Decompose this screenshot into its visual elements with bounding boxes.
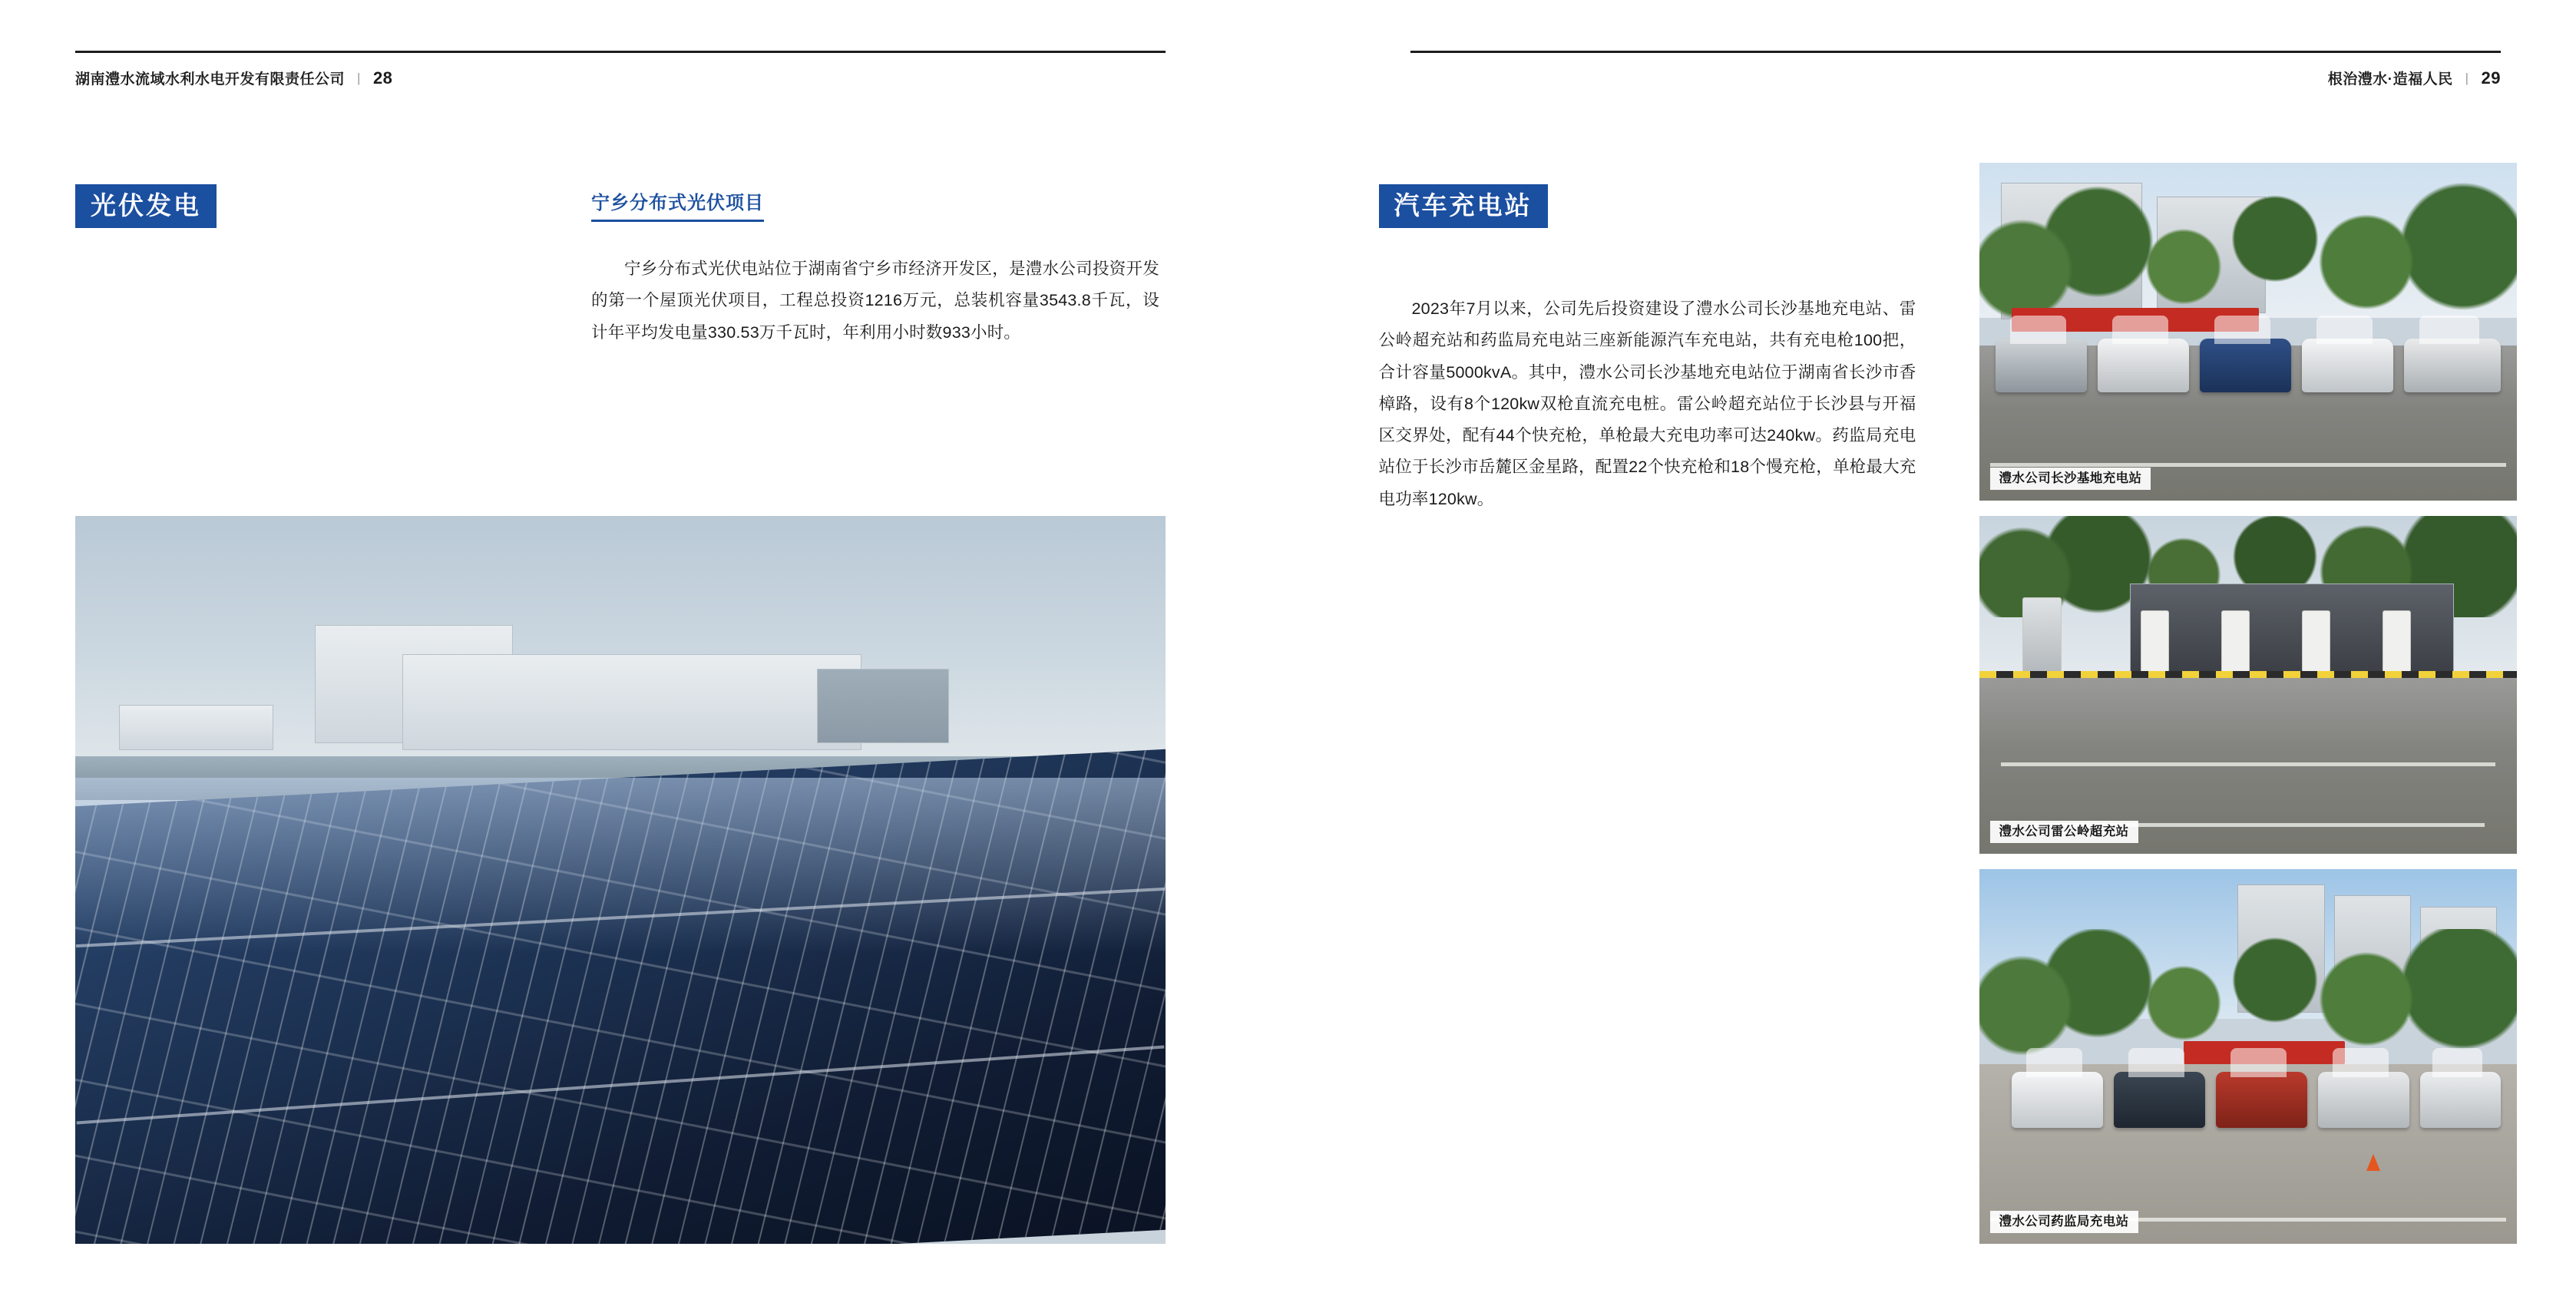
photo2-charging-pile-1: [2141, 610, 2169, 673]
photo-building-far: [119, 705, 273, 750]
header-rule-left: [75, 51, 1166, 53]
photo1-car-4: [2302, 339, 2393, 392]
photo-building-main: [402, 654, 861, 750]
section-title-photovoltaic: 光伏发电: [75, 184, 217, 228]
photo-caption-3: 澧水公司药监局充电站: [1990, 1211, 2138, 1234]
photo3-car-3: [2216, 1072, 2307, 1128]
right-page: [1288, 0, 2576, 1306]
photo2-charging-pile-2: [2221, 610, 2250, 673]
page-number-right: 29: [2481, 68, 2501, 88]
photo3-car-2: [2114, 1072, 2205, 1128]
running-head-left-text: 湖南澧水流域水利水电开发有限责任公司: [75, 71, 346, 88]
rooftop-solar-array-photo: [75, 516, 1166, 1244]
photo1-car-5: [2404, 339, 2501, 392]
photo2-charging-pile-3: [2302, 610, 2330, 673]
photo2-charging-pile-4: [2383, 610, 2411, 673]
photo1-car-3: [2200, 339, 2291, 392]
photo3-car-1: [2012, 1072, 2103, 1128]
photo-caption-2: 澧水公司雷公岭超充站: [1990, 821, 2138, 844]
section-title-ev-charging: 汽车充电站: [1379, 184, 1548, 228]
photo1-car-1: [1996, 339, 2087, 392]
running-head-right-separator: |: [2465, 70, 2469, 85]
charging-station-photo-2: [1979, 516, 2517, 854]
left-body-text: [591, 253, 1159, 349]
photo-caption-1: 澧水公司长沙基地充电站: [1990, 468, 2151, 491]
photo3-trees: [1979, 929, 2517, 1056]
photo3-car-4: [2318, 1072, 2409, 1128]
photo3-traffic-cone: [2366, 1154, 2380, 1171]
right-body-paragraph: 2023年7月以来，公司先后投资建设了澧水公司长沙基地充电站、雷公岭超充站和药监局充电站三座新能源汽车充电站，共有充电枪100把，合计容量5000kvA。其中，澧水公司长沙基地充电站位于湖南省长沙市香樟路，设有8个120kw双枪直流充电桩。雷公岭超充站位于长沙县与开福区交界处，配有44个快充枪，单枪最大充电功率可达240kw。药监局充电站位于长沙市岳麓区金星路，配置22个快充枪和18个慢充枪，单枪最大充电功率120kw。: [1378, 299, 1916, 508]
charging-station-photo-1: [1979, 163, 2517, 501]
charging-station-photo-3: [1979, 869, 2517, 1244]
running-head-left: [75, 68, 392, 88]
right-body-text: [1379, 293, 1916, 515]
photo2-transformer-cabinet: [2022, 597, 2062, 673]
photo1-car-2: [2098, 339, 2189, 392]
subsection-title-ningxiang-pv: 宁乡分布式光伏项目: [591, 193, 764, 222]
running-head-left-separator: |: [357, 70, 361, 85]
running-head-right-text: 根治澧水·造福人民: [2327, 71, 2453, 88]
running-head-right: [2328, 68, 2501, 88]
photo-solar-panels: [75, 745, 1166, 1244]
photo-building-right: [817, 669, 949, 743]
page-number-left: 28: [372, 68, 393, 88]
header-rule-right: [1410, 51, 2501, 53]
photo1-parking-stripe: [1990, 463, 2506, 467]
photo2-parking-stripe-1: [2001, 762, 2495, 766]
left-body-paragraph: 宁乡分布式光伏电站位于湖南省宁乡市经济开发区，是澧水公司投资开发的第一个屋顶光伏项目，工程总投资1216万元，总装机容量3543.8千瓦，设计年平均发电量330.53万千瓦时，年利用小时数933小时。: [591, 260, 1159, 342]
photo3-car-5: [2420, 1072, 2501, 1128]
